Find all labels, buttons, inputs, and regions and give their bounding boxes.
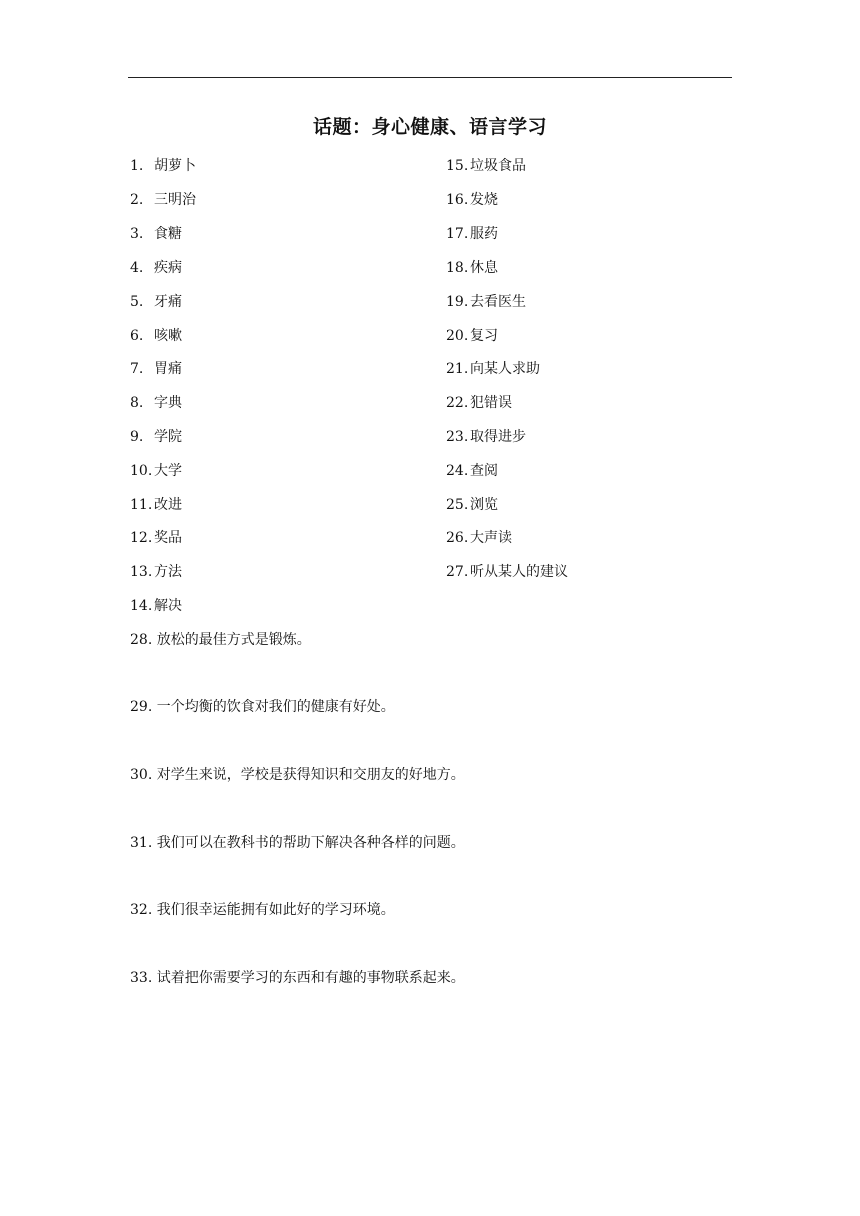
vocab-text: 听从某人的建议 <box>470 564 568 580</box>
vocab-text: 大声读 <box>470 530 512 546</box>
vocab-text: 疾病 <box>154 260 182 276</box>
vocab-number: 7. <box>130 361 144 377</box>
vocab-text: 牙痛 <box>154 294 182 310</box>
sentence-item: 30. 对学生来说，学校是获得知识和交朋友的好地方。 <box>130 767 465 783</box>
vocab-item <box>446 293 526 311</box>
vocab-text: 发烧 <box>470 192 498 208</box>
vocab-item <box>446 360 540 378</box>
vocab-number: 14. <box>130 598 153 614</box>
vocab-text: 学院 <box>154 429 182 445</box>
vocab-number: 27. <box>446 564 469 580</box>
vocab-item <box>130 496 182 514</box>
vocab-item <box>130 191 196 209</box>
vocab-number: 5. <box>130 294 144 310</box>
vocab-item <box>130 529 182 547</box>
vocab-item <box>130 225 182 243</box>
vocab-text: 去看医生 <box>470 294 526 310</box>
vocab-text: 垃圾食品 <box>470 158 526 174</box>
vocab-number: 22. <box>446 395 469 411</box>
vocab-text: 咳嗽 <box>154 328 182 344</box>
vocab-number: 11. <box>130 497 153 513</box>
vocab-item <box>130 597 182 615</box>
vocab-text: 方法 <box>154 564 182 580</box>
vocab-item <box>130 327 182 345</box>
vocab-text: 大学 <box>154 463 182 479</box>
vocab-number: 10. <box>130 463 153 479</box>
vocab-number: 3. <box>130 226 144 242</box>
vocab-item <box>130 360 182 378</box>
vocab-item <box>446 327 498 345</box>
vocab-text: 食糖 <box>154 226 182 242</box>
vocab-number: 9. <box>130 429 144 445</box>
vocab-number: 2. <box>130 192 144 208</box>
vocab-text: 改进 <box>154 497 182 513</box>
vocab-text: 查阅 <box>470 463 498 479</box>
vocab-item <box>446 394 512 412</box>
vocab-number: 16. <box>446 192 469 208</box>
vocab-item <box>446 191 498 209</box>
vocab-item <box>446 563 568 581</box>
vocab-item <box>446 157 526 175</box>
vocab-item <box>446 462 498 480</box>
vocab-item <box>130 462 182 480</box>
vocab-text: 浏览 <box>470 497 498 513</box>
sentence-item: 28. 放松的最佳方式是锻炼。 <box>130 632 311 648</box>
vocab-number: 15. <box>446 158 469 174</box>
vocab-text: 胡萝卜 <box>154 158 196 174</box>
vocab-text: 复习 <box>470 328 498 344</box>
vocab-text: 犯错误 <box>470 395 512 411</box>
vocab-number: 23. <box>446 429 469 445</box>
page-title: 话题：身心健康、语言学习 <box>312 116 547 138</box>
vocab-number: 1. <box>130 158 144 174</box>
vocab-text: 服药 <box>470 226 498 242</box>
vocab-text: 字典 <box>154 395 182 411</box>
vocab-number: 26. <box>446 530 469 546</box>
sentence-item: 31. 我们可以在教科书的帮助下解决各种各样的问题。 <box>130 835 465 851</box>
vocab-text: 取得进步 <box>470 429 526 445</box>
sentence-item: 29. 一个均衡的饮食对我们的健康有好处。 <box>130 699 395 715</box>
sentence-item: 32. 我们很幸运能拥有如此好的学习环境。 <box>130 902 395 918</box>
vocab-item <box>446 259 498 277</box>
vocab-number: 20. <box>446 328 469 344</box>
vocab-text: 休息 <box>470 260 498 276</box>
vocab-item <box>446 496 498 514</box>
vocab-item <box>130 293 182 311</box>
vocab-number: 4. <box>130 260 144 276</box>
vocab-number: 6. <box>130 328 144 344</box>
vocab-text: 奖品 <box>154 530 182 546</box>
vocab-number: 25. <box>446 497 469 513</box>
vocab-number: 24. <box>446 463 469 479</box>
vocab-item <box>130 157 196 175</box>
vocab-item <box>130 428 182 446</box>
vocab-number: 21. <box>446 361 469 377</box>
vocab-number: 12. <box>130 530 153 546</box>
header-rule <box>128 77 732 78</box>
vocab-number: 18. <box>446 260 469 276</box>
vocab-text: 胃痛 <box>154 361 182 377</box>
sentence-item: 33. 试着把你需要学习的东西和有趣的事物联系起来。 <box>130 970 465 986</box>
vocab-item <box>130 394 182 412</box>
vocab-text: 解决 <box>154 598 182 614</box>
vocab-number: 17. <box>446 226 469 242</box>
vocab-item <box>130 563 182 581</box>
vocab-item <box>446 225 498 243</box>
vocab-item <box>130 259 182 277</box>
vocab-number: 8. <box>130 395 144 411</box>
vocab-number: 13. <box>130 564 153 580</box>
vocab-text: 向某人求助 <box>470 361 540 377</box>
vocab-number: 19. <box>446 294 469 310</box>
vocab-item <box>446 529 512 547</box>
vocab-text: 三明治 <box>154 192 196 208</box>
vocab-item <box>446 428 526 446</box>
